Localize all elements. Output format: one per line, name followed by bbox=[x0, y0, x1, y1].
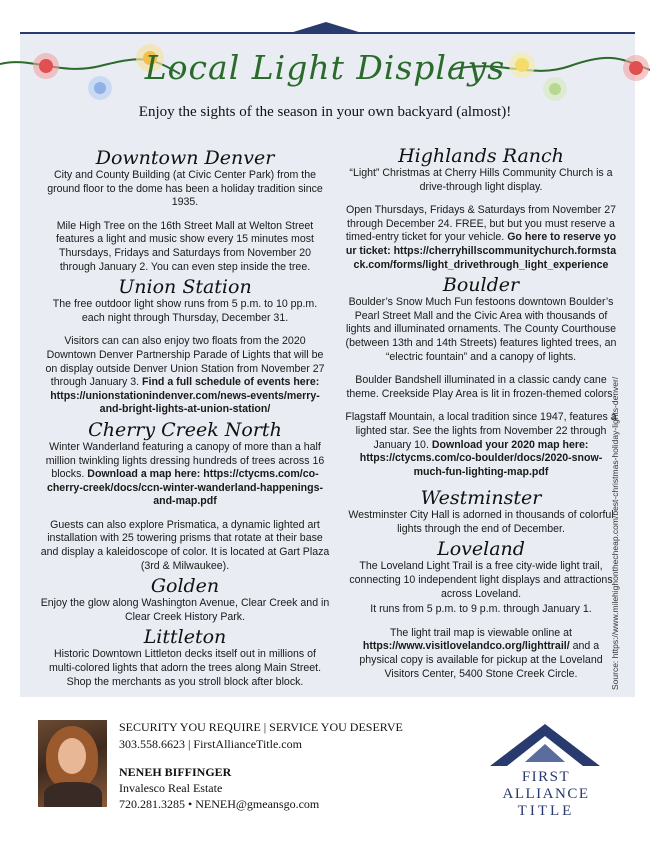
photo-shoulders bbox=[44, 782, 102, 807]
highlands-ranch-p2-text: Open Thursdays, Fridays & Saturdays from November 27 through December 24. FREE, but but you must reserve a timed-entry ticket for your vehicle. bbox=[345, 204, 617, 244]
logo-text bbox=[486, 769, 606, 820]
top-rule bbox=[20, 32, 635, 34]
union-station-p2 bbox=[40, 335, 330, 417]
heading-westminster: Westminster bbox=[420, 487, 542, 510]
agent-company: Invalesco Real Estate bbox=[119, 781, 223, 795]
boulder-p1: Boulder’s Snow Much Fun festoons downtown Boulder’s Pearl Street Mall and the Civic Area with thousands of lights and illuminated ornaments. The County Courthouse (between 13th and 14th Streets) features lighted trees, an “electric fountain” and a canopy of lights. bbox=[345, 296, 617, 363]
page-title: Local Light Displays bbox=[144, 48, 506, 87]
downtown-denver-p2: Mile High Tree on the 16th Street Mall at Welton Street features a light and music show every 15 minutes most Thursdays, Fridays and Saturdays from November 20 through January 2. You can even step inside the tree. bbox=[56, 219, 314, 273]
loveland-p2-text-b: and a physical copy is available for pickup at the Loveland Visitors Center, 5400 Stone Creek Circle. bbox=[359, 640, 603, 680]
loveland-p2-text-a: The light trail map is viewable online at bbox=[390, 626, 572, 639]
heading-littleton: Littleton bbox=[143, 626, 227, 649]
footer-tagline: SECURITY YOU REQUIRE | SERVICE YOU DESERVE bbox=[119, 720, 403, 734]
left-column bbox=[40, 147, 330, 691]
page-subtitle: Enjoy the sights of the season in your own backyard (almost)! bbox=[138, 104, 512, 120]
union-station-p1: The free outdoor light show runs from 5 p.m. to 10 pp.m. each night through Thursday, December 31. bbox=[52, 298, 318, 324]
loveland-p1b: It runs from 5 p.m. to 9 p.m. through January 1. bbox=[370, 603, 592, 616]
downtown-denver-p1: City and County Building (at Civic Center Park) from the ground floor to the dome has been a holiday tradition since 1935. bbox=[47, 169, 323, 209]
loveland-p1: The Loveland Light Trail is a free city-wide light trail, connecting 10 independent light displays and attractions across Loveland. bbox=[349, 560, 613, 600]
cherry-creek-p1 bbox=[40, 441, 330, 509]
heading-loveland: Loveland bbox=[437, 538, 525, 561]
logo-line1: FIRST ALLIANCE bbox=[502, 769, 590, 802]
right-column bbox=[345, 145, 617, 691]
highlands-ranch-p2 bbox=[345, 204, 617, 272]
union-station-schedule-link[interactable]: Find a full schedule of events here: https://unionstationindenver.com/news-events/merry-and-bright-lights-at-union-station/ bbox=[50, 376, 320, 416]
boulder-map-link[interactable]: Download your 2020 map here: https://ctycms.com/co-boulder/docs/2020-snow-much-fun-lighting-map.pdf bbox=[359, 438, 603, 478]
westminster-p1: Westminster City Hall is adorned in thousands of colorful lights through the end of December. bbox=[348, 509, 614, 535]
highlands-ranch-ticket-link[interactable]: Go here to reserve your ticket: https://cherryhillscommunitychurch.formstack.com/forms/light_drivethrough_light_experience bbox=[345, 231, 617, 271]
heading-boulder: Boulder bbox=[442, 274, 520, 297]
agent-name: NENEH BIFFINGER bbox=[119, 765, 232, 779]
photo-face bbox=[58, 738, 86, 774]
heading-union-station: Union Station bbox=[118, 276, 252, 299]
cherry-creek-p1-text: Winter Wanderland featuring a canopy of more than a half million twinkling lights dressing hundreds of trees across 16 blocks. bbox=[45, 440, 325, 481]
golden-p1: Enjoy the glow along Washington Avenue, Clear Creek and in Clear Creek History Park. bbox=[40, 597, 330, 623]
agent-photo bbox=[38, 720, 107, 807]
loveland-p2 bbox=[345, 627, 617, 681]
union-station-p2-text: Visitors can can also enjoy two floats from the 2020 Downtown Denver Partnership Parade of Lights that will be on display outside Denver Union Station from November 27 through January 3. bbox=[45, 335, 325, 389]
cherry-creek-map-link[interactable]: Download a map here: https://ctycms.com/co-cherry-creek/docs/ccn-winter-wanderland-happenings-and-map.pdf bbox=[46, 468, 324, 508]
heading-highlands-ranch: Highlands Ranch bbox=[398, 145, 564, 167]
agent-contact: 720.281.3285 • NENEH@gmeansgo.com bbox=[119, 797, 320, 811]
boulder-p2: Boulder Bandshell illuminated in a classic candy cane theme. Creekside Play Area is lit in frozen-themed colors. bbox=[346, 374, 616, 400]
footer-contact: 303.558.6623 | FirstAllianceTitle.com bbox=[119, 737, 302, 751]
boulder-p3-text: Flagstaff Mountain, a local tradition since 1947, features a lighted star. See the lights from November 22 through January 10. bbox=[345, 411, 617, 451]
cherry-creek-p2: Guests can also explore Prismatica, a dynamic lighted art installation with 25 towering prisms that rotate at their base and display a kaleidoscope of color. It is located at Gart Plaza (3rd & Milwaukee). bbox=[40, 518, 330, 572]
littleton-p1: Historic Downtown Littleton decks itself out in millions of multi-colored lights that adorn the trees along Main Street. Shop the merchants as you stroll block after block. bbox=[48, 648, 322, 688]
highlands-ranch-p1: “Light” Christmas at Cherry Hills Community Church is a drive-through light display. bbox=[349, 167, 613, 193]
heading-downtown-denver: Downtown Denver bbox=[95, 147, 275, 169]
boulder-p3 bbox=[345, 411, 617, 479]
heading-cherry-creek-north: Cherry Creek North bbox=[88, 418, 282, 441]
logo-line2: TITLE bbox=[517, 803, 575, 819]
loveland-trail-link[interactable]: https://www.visitlovelandco.org/lighttrail/ bbox=[362, 640, 570, 653]
heading-golden: Golden bbox=[150, 575, 220, 598]
first-alliance-logo-icon bbox=[485, 722, 605, 768]
source-citation: Source: https://www.milehighonthecheap.com/best-christmas-holiday-lights-denver/ bbox=[610, 376, 620, 690]
